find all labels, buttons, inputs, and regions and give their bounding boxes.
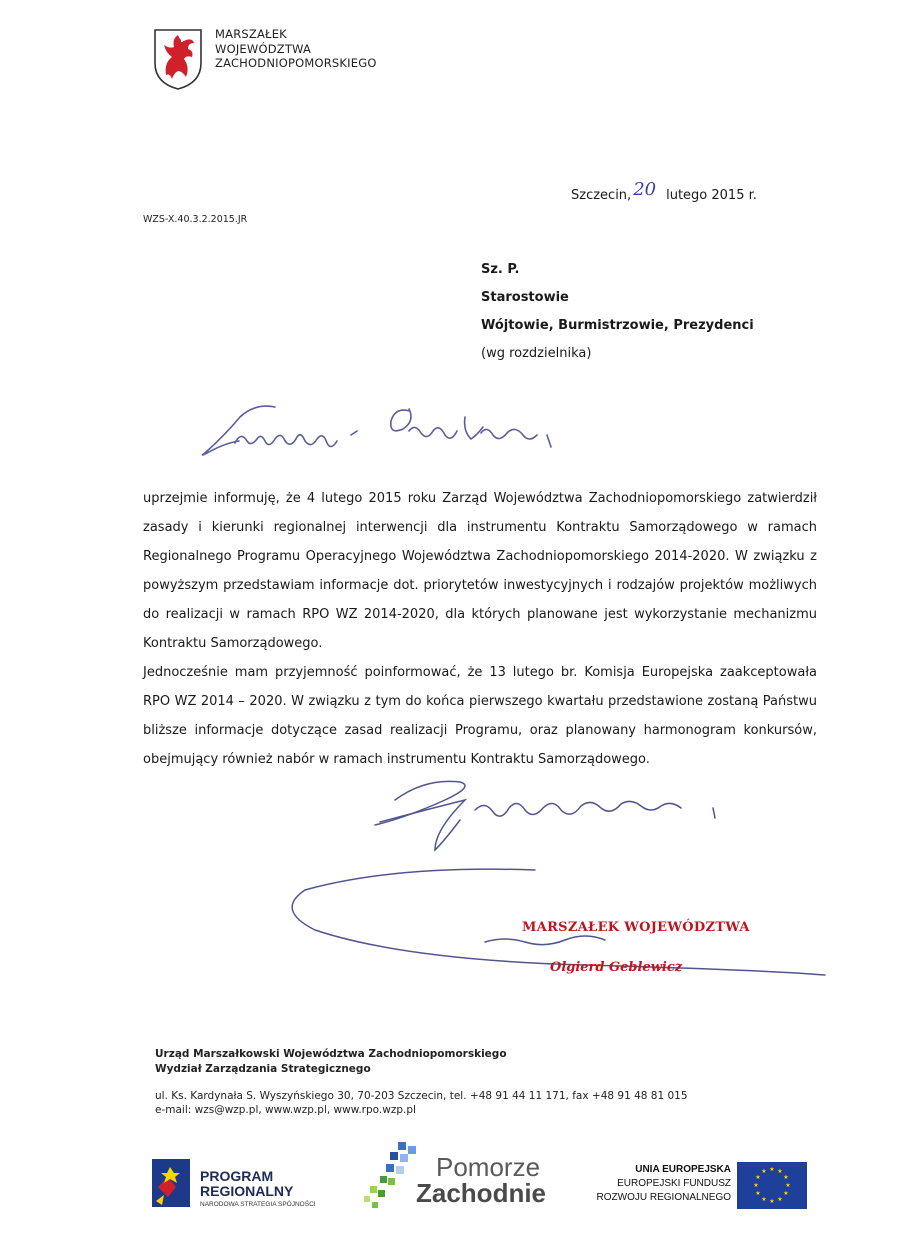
letter-date bbox=[571, 179, 757, 204]
date-month-year: lutego 2015 r. bbox=[666, 188, 757, 203]
footer-office: Urząd Marszałkowski Województwa Zachodniopomorskiego bbox=[155, 1048, 507, 1060]
addressee-line: (wg rozdzielnika) bbox=[481, 346, 592, 361]
svg-text:★: ★ bbox=[753, 1182, 759, 1189]
pomorze-zachodnie-logo bbox=[360, 1140, 560, 1215]
body-paragraph: uprzejmie informuję, że 4 lutego 2015 roku Zarząd Województwa Zachodniopomorskiego zatwierdził zasady i kierunki regionalnej interwencji dla instrumentu Kontraktu Samorządowego w ramach Regionalnego Programu Operacyjnego Województwa Zachodniopomorskiego 2014-2020. W związku z powyższym przedstawiam informacje dot. priorytetów inwestycyjnych i rodzajów projektów możliwych do realizacji w ramach RPO WZ 2014-2020, dla których planowane jest wykorzystanie mechanizmu Kontraktu Samorządowego. bbox=[143, 491, 817, 651]
letter-body bbox=[143, 484, 817, 774]
institution-line: ZACHODNIOPOMORSKIEGO bbox=[215, 56, 377, 70]
handwritten-signature bbox=[285, 770, 835, 990]
eu-line-2: EUROPEJSKI FUNDUSZ bbox=[617, 1178, 731, 1189]
svg-text:★: ★ bbox=[783, 1190, 789, 1197]
handwritten-salutation bbox=[195, 395, 565, 465]
pixel-mosaic-icon bbox=[360, 1140, 422, 1212]
svg-text:★: ★ bbox=[761, 1196, 767, 1203]
program-line-1: PROGRAM bbox=[200, 1168, 274, 1184]
pomorze-line-2: Zachodnie bbox=[416, 1178, 547, 1208]
program-regionalny-logo bbox=[150, 1157, 350, 1217]
institution-name bbox=[215, 27, 377, 71]
eu-line-1: UNIA EUROPEJSKA bbox=[635, 1164, 731, 1175]
svg-text:★: ★ bbox=[785, 1182, 791, 1189]
program-subtitle: NARODOWA STRATEGIA SPÓJNOŚCI bbox=[200, 1201, 316, 1208]
signature-name: Olgierd Geblewicz bbox=[550, 960, 683, 975]
footer-contact: e-mail: wzs@wzp.pl, www.wzp.pl, www.rpo.wzp.pl bbox=[155, 1104, 416, 1116]
svg-text:★: ★ bbox=[769, 1198, 775, 1205]
reference-number: WZS-X.40.3.2.2015.JR bbox=[143, 214, 248, 225]
addressee-line: Wójtowie, Burmistrzowie, Prezydenci bbox=[481, 318, 754, 333]
program-regionalny-emblem-icon bbox=[150, 1157, 192, 1209]
svg-text:★: ★ bbox=[783, 1174, 789, 1181]
eu-flag-icon bbox=[737, 1162, 807, 1209]
pomorze-line-1: Pomorze bbox=[436, 1152, 541, 1182]
svg-text:★: ★ bbox=[769, 1166, 775, 1173]
griffin-crest-icon bbox=[152, 27, 204, 91]
svg-text:★: ★ bbox=[777, 1168, 783, 1175]
svg-text:★: ★ bbox=[755, 1190, 761, 1197]
date-day-handwritten: 20 bbox=[633, 179, 657, 200]
institution-line: WOJEWÓDZTWA bbox=[215, 41, 312, 56]
program-line-2: REGIONALNY bbox=[200, 1183, 294, 1199]
date-city: Szczecin, bbox=[571, 188, 632, 203]
eu-line-3: ROZWOJU REGIONALNEGO bbox=[596, 1192, 731, 1203]
eu-logo bbox=[572, 1162, 807, 1212]
body-paragraph: Jednocześnie mam przyjemność poinformować, że 13 lutego br. Komisja Europejska zaakceptowała RPO WZ 2014 – 2020. W związku z tym do końca pierwszego kwartału przedstawione zostaną Państwu bliższe informacje dotyczące zasad realizacji Programu, oraz planowany harmonogram konkursów, obejmujący również nabór w ramach instrumentu Kontraktu Samorządowego. bbox=[143, 665, 817, 767]
svg-text:★: ★ bbox=[777, 1196, 783, 1203]
svg-text:★: ★ bbox=[755, 1174, 761, 1181]
addressee-line: Starostowie bbox=[481, 290, 569, 305]
addressee-line: Sz. P. bbox=[481, 262, 520, 277]
footer-address: ul. Ks. Kardynała S. Wyszyńskiego 30, 70-203 Szczecin, tel. +48 91 44 11 171, fax +48 91 48 81 015 bbox=[155, 1090, 688, 1102]
institution-line: MARSZAŁEK bbox=[215, 27, 287, 41]
footer-department: Wydział Zarządzania Strategicznego bbox=[155, 1063, 371, 1075]
signature-title: MARSZAŁEK WOJEWÓDZTWA bbox=[522, 920, 750, 935]
svg-text:★: ★ bbox=[761, 1168, 767, 1175]
